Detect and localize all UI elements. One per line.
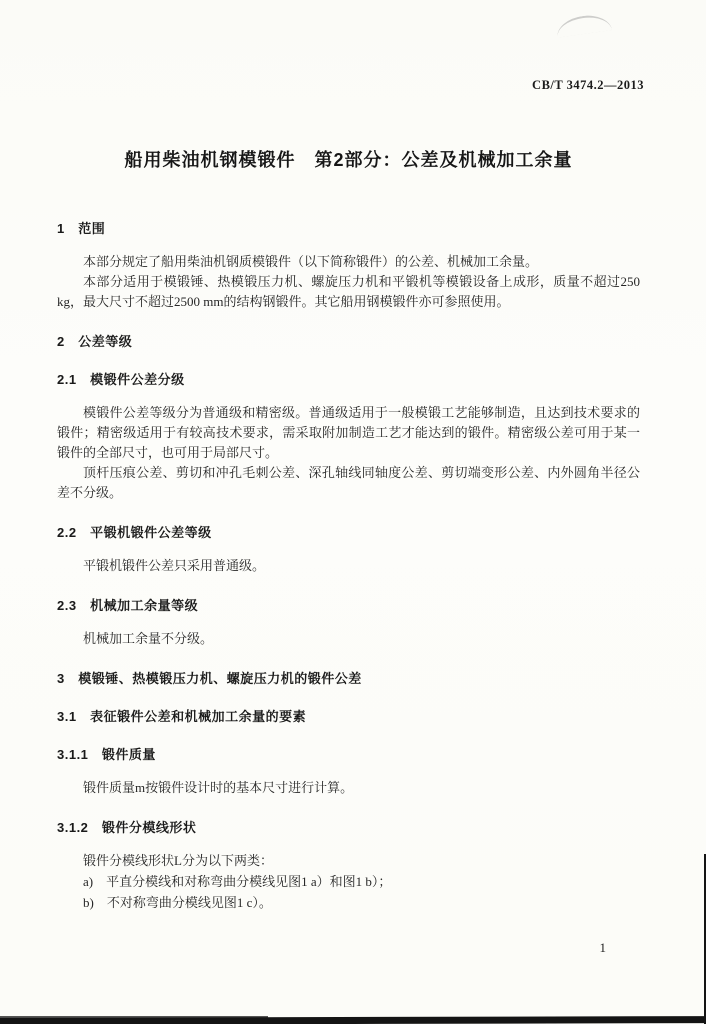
section-3-1-2-paragraph: 锻件分模线形状L分为以下两类： xyxy=(83,853,273,868)
section-3-1-heading: 3.1 表征锻件公差和机械加工余量的要素 xyxy=(57,709,307,724)
section-3-heading: 3 模锻锤、热模锻压力机、螺旋压力机的锻件公差 xyxy=(57,671,362,686)
page-number: 1 xyxy=(599,940,606,955)
section-2-1-paragraph-2: 顶杆压痕公差、剪切和冲孔毛刺公差、深孔轴线同轴度公差、剪切端变形公差、内外圆角半径公差不分级。 xyxy=(57,465,640,500)
scope-paragraph-1: 本部分规定了船用柴油机钢质模锻件（以下简称锻件）的公差、机械加工余量。 xyxy=(83,254,539,269)
scan-edge-artifact-bottom xyxy=(0,1016,706,1024)
scan-smudge-artifact xyxy=(555,12,612,37)
section-2-3-heading: 2.3 机械加工余量等级 xyxy=(57,598,199,613)
section-3-1-1-paragraph: 锻件质量m按锻件设计时的基本尺寸进行计算。 xyxy=(83,780,354,795)
section-2-2-heading: 2.2 平锻机锻件公差等级 xyxy=(57,525,212,540)
section-1-heading: 1 范围 xyxy=(57,221,106,236)
section-2-heading: 2 公差等级 xyxy=(57,334,133,349)
section-3-1-1-heading: 3.1.1 锻件质量 xyxy=(57,747,156,762)
section-2-2-paragraph: 平锻机锻件公差只采用普通级。 xyxy=(83,558,266,573)
list-item-b: b) 不对称弯曲分模线见图1 c）。 xyxy=(83,895,272,910)
section-2-1-paragraph-1: 模锻件公差等级分为普通级和精密级。普通级适用于一般模锻工艺能够制造，且达到技术要求的锻件；精密级适用于有较高技术要求，需采取附加制造工艺才能达到的锻件。精密级公差可用于某一锻件的全部尺寸，也可用于局部尺寸。 xyxy=(57,405,640,460)
scope-paragraph-2: 本部分适用于模锻锤、热模锻压力机、螺旋压力机和平锻机等模锻设备上成形，质量不超过250 kg，最大尺寸不超过2500 mm的结构钢锻件。其它船用钢模锻件亦可参照使用。 xyxy=(57,274,640,309)
document-title: 船用柴油机钢模锻件 第2部分：公差及机械加工余量 xyxy=(124,150,573,170)
document-body xyxy=(57,146,640,913)
section-3-1-2-heading: 3.1.2 锻件分模线形状 xyxy=(57,820,197,835)
standard-code: CB/T 3474.2—2013 xyxy=(532,78,644,92)
section-2-3-paragraph: 机械加工余量不分级。 xyxy=(83,631,214,646)
list-item-a: a) 平直分模线和对称弯曲分模线见图1 a）和图1 b）； xyxy=(83,874,392,889)
section-2-1-heading: 2.1 模锻件公差分级 xyxy=(57,372,185,387)
